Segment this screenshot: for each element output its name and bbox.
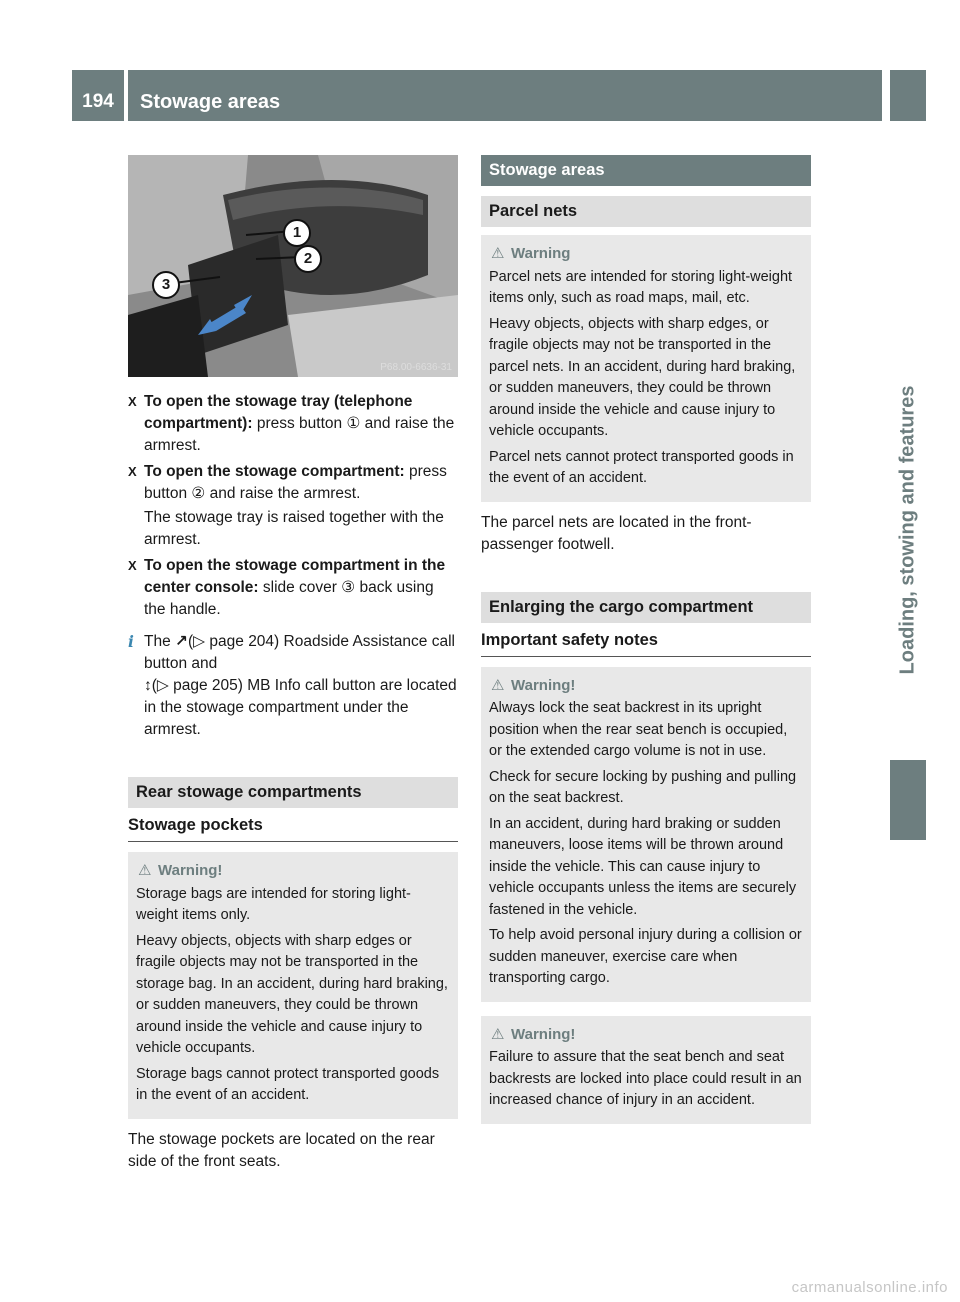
warning-title: ⚠ Warning! bbox=[489, 675, 803, 697]
info-text: (▷ page 204) Roadside Assistance call button and bbox=[144, 633, 455, 672]
warning-title: ⚠ Warning! bbox=[489, 1024, 803, 1046]
step-marker: X bbox=[128, 464, 137, 479]
chapter-tab-top bbox=[890, 70, 926, 121]
callout-ref: ① bbox=[346, 415, 361, 432]
warning-paragraph: Parcel nets are intended for storing light-weight items only, such as road maps, mail, etc. bbox=[489, 268, 793, 306]
step-open-center-console bbox=[128, 555, 458, 621]
step-heading: To open the stowage compartment: bbox=[144, 463, 405, 480]
warning-storage-bags bbox=[128, 852, 458, 1119]
warning-title: ⚠ Warning bbox=[489, 243, 803, 265]
armrest-photo bbox=[128, 155, 458, 377]
step-text: slide cover bbox=[258, 579, 342, 596]
info-note bbox=[128, 631, 458, 741]
warning-paragraph: Check for secure locking by pushing and pulling on the seat backrest. bbox=[489, 768, 797, 806]
page-number: 194 bbox=[82, 91, 114, 112]
roadside-assistance-icon: ↗ bbox=[175, 633, 189, 650]
warning-paragraph: Storage bags are intended for storing light-weight items only. bbox=[136, 885, 411, 923]
step-note: The stowage tray is raised together with the armrest. bbox=[144, 509, 444, 548]
warning-paragraph: Heavy objects, objects with sharp edges, or fragile objects may not be transported in the parcel nets. In an accident, during hard braking, or sudden maneuvers, they could be thrown around inside the vehicle and cause injury to vehicle occupants. bbox=[489, 315, 796, 439]
subhead-safety-notes: Important safety notes bbox=[481, 623, 811, 657]
warning-seat-backrest bbox=[481, 667, 811, 1002]
parcel-nets-text: The parcel nets are located in the front-passenger footwell. bbox=[481, 513, 752, 553]
armrest-illustration bbox=[128, 155, 458, 377]
callout-ref: ③ bbox=[341, 579, 356, 596]
figure-code: P68.00-6636-31 bbox=[380, 362, 452, 373]
callout-3: 3 bbox=[152, 271, 180, 299]
warning-paragraph: To help avoid personal injury during a collision or sudden maneuver, exercise care when transporting cargo. bbox=[489, 927, 802, 986]
step-open-stowage-compartment bbox=[128, 461, 458, 551]
mb-info-icon: ↕ bbox=[144, 677, 152, 694]
warning-paragraph: In an accident, during hard braking or sudden maneuvers, loose items will be thrown around inside the vehicle. This can cause injury to vehicle occupants unless the items are securely fastened in the vehicle. bbox=[489, 815, 797, 918]
step-heading: To open the stowage tray (telephone compartment): bbox=[144, 393, 413, 432]
stowage-pockets-text: The stowage pockets are located on the rear side of the front seats. bbox=[128, 1130, 435, 1170]
step-marker: X bbox=[128, 394, 137, 409]
section-enlarging-cargo: Enlarging the cargo compartment bbox=[481, 592, 811, 623]
page-title: Stowage areas bbox=[140, 91, 281, 113]
right-column bbox=[481, 155, 811, 1134]
step-text: press button bbox=[144, 463, 447, 502]
warning-icon: ⚠ bbox=[138, 862, 152, 879]
callout-1: 1 bbox=[283, 219, 311, 247]
warning-paragraph: Always lock the seat backrest in its upright position when the rear seat bench is occupied, or the extended cargo volume is not in use. bbox=[489, 700, 788, 759]
header-divider bbox=[124, 70, 128, 121]
warning-parcel-nets bbox=[481, 235, 811, 502]
step-text: and raise the armrest. bbox=[144, 415, 455, 454]
callout-ref: ② bbox=[191, 485, 206, 502]
section-rear-stowage: Rear stowage compartments bbox=[128, 777, 458, 808]
warning-paragraph: Storage bags cannot protect transported goods in the event of an accident. bbox=[136, 1065, 440, 1103]
step-open-stowage-tray bbox=[128, 391, 458, 457]
section-parcel-nets: Parcel nets bbox=[481, 196, 811, 227]
warning-seat-bench-lock bbox=[481, 1016, 811, 1124]
warning-paragraph: Parcel nets cannot protect transported goods in the event of an accident. bbox=[489, 448, 794, 486]
warning-title: ⚠ Warning! bbox=[136, 860, 450, 882]
info-text: The bbox=[144, 633, 176, 650]
page-header bbox=[72, 70, 882, 121]
warning-paragraph: Heavy objects, objects with sharp edges or fragile objects may not be transported in the storage bag. In an accident, during hard braking, or sudden maneuvers, they could be thrown around inside the vehicle and cause injury to vehicle occupants. bbox=[136, 932, 448, 1056]
step-text: press button bbox=[252, 415, 347, 432]
warning-icon: ⚠ bbox=[491, 1025, 505, 1043]
chapter-tab bbox=[886, 70, 926, 840]
warning-icon: ⚠ bbox=[491, 676, 505, 694]
step-marker: X bbox=[128, 558, 137, 573]
callout-2: 2 bbox=[294, 245, 322, 273]
info-icon: i bbox=[128, 632, 134, 651]
chapter-tab-label: Loading, stowing and features bbox=[896, 385, 919, 675]
chapter-tab-bottom bbox=[890, 760, 926, 840]
warning-paragraph: Failure to assure that the seat bench and seat backrests are locked into place could result in an increased chance of injury in an accident. bbox=[489, 1049, 802, 1108]
subhead-stowage-pockets: Stowage pockets bbox=[128, 808, 458, 842]
watermark: carmanualsonline.info bbox=[791, 1279, 948, 1296]
step-heading: To open the stowage compartment in the center console: bbox=[144, 557, 446, 596]
step-text: and raise the armrest. bbox=[205, 485, 361, 502]
left-column bbox=[128, 155, 458, 1173]
step-text: back using the handle. bbox=[144, 579, 434, 618]
section-stowage-areas: Stowage areas bbox=[481, 155, 811, 186]
info-text: (▷ page 205) MB Info call button are located in the stowage compartment under the armrest. bbox=[144, 677, 457, 738]
warning-icon: ⚠ bbox=[491, 245, 505, 262]
